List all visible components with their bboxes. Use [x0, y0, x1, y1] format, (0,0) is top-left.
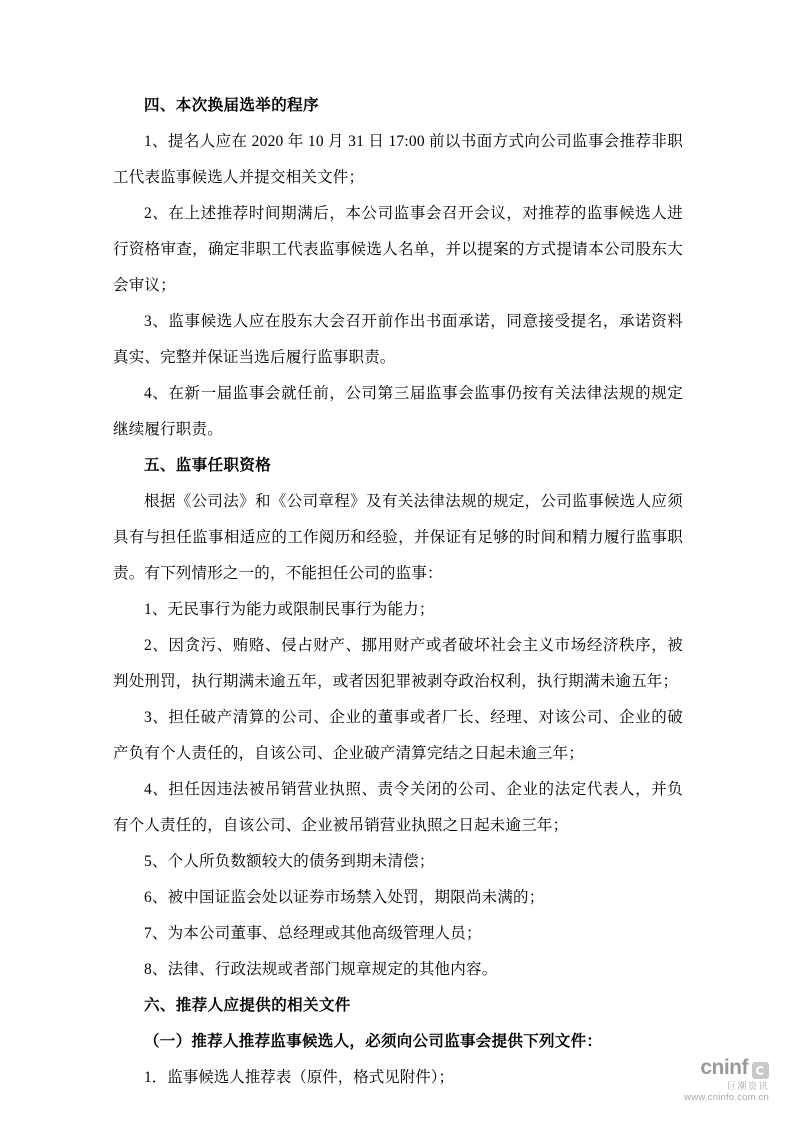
paragraph: 1、提名人应在 2020 年 10 月 31 日 17:00 前以书面方式向公司监事会推荐非职工代表监事候选人并提交相关文件；	[113, 133, 683, 186]
footer-brand	[684, 1057, 769, 1079]
footer-brand-cn: 巨潮资讯	[726, 1081, 769, 1091]
paragraph: 3、担任破产清算的公司、企业的董事或者厂长、经理、对该公司、企业的破产负有个人责任的，自该公司、企业破产清算完结之日起未逾三年；	[113, 709, 683, 762]
paragraph: 6、被中国证监会处以证券市场禁入处罚，期限尚未满的；	[144, 889, 545, 906]
footer-url: www.cninfo.com.cn	[684, 1092, 769, 1103]
paragraph: 3、监事候选人应在股东大会召开前作出书面承诺，同意接受提名，承诺资料真实、完整并保证当选后履行监事职责。	[113, 313, 683, 366]
cninfo-logo-icon	[752, 1062, 769, 1079]
sub-heading: （一）推荐人推荐监事候选人，必须向公司监事会提供下列文件：	[144, 1033, 603, 1050]
paragraph: 2、因贪污、贿赂、侵占财产、挪用财产或者破坏社会主义市场经济秩序，被判处刑罚，执行期满未逾五年，或者因犯罪被剥夺政治权利，执行期满未逾五年；	[113, 637, 683, 690]
paragraph: 4、担任因违法被吊销营业执照、责令关闭的公司、企业的法定代表人，并负有个人责任的，自该公司、企业被吊销营业执照之日起未逾三年；	[113, 781, 683, 834]
paragraph: 4、在新一届监事会就任前，公司第三届监事会监事仍按有关法律法规的规定继续履行职责。	[113, 385, 683, 438]
section-heading: 六、推荐人应提供的相关文件	[144, 997, 351, 1014]
footer-watermark	[684, 1057, 769, 1104]
paragraph: 8、法律、行政法规或者部门规章规定的其他内容。	[144, 961, 498, 978]
paragraph: 1、无民事行为能力或限制民事行为能力；	[144, 601, 435, 618]
paragraph: 2、在上述推荐时间期满后，本公司监事会召开会议，对推荐的监事候选人进行资格审查，确定非职工代表监事候选人名单，并以提案的方式提请本公司股东大会审议；	[113, 205, 683, 294]
paragraph: 5、个人所负数额较大的债务到期未清偿；	[144, 853, 435, 870]
document-body	[113, 88, 683, 1096]
paragraph: 7、为本公司董事、总经理或其他高级管理人员；	[144, 925, 482, 942]
footer-brand-name: cninf	[700, 1056, 748, 1079]
section-heading: 四、本次换届选举的程序	[144, 97, 319, 114]
section-heading: 五、监事任职资格	[144, 457, 272, 474]
paragraph: 根据《公司法》和《公司章程》及有关法律法规的规定，公司监事候选人应须具有与担任监事相适应的工作阅历和经验，并保证有足够的时间和精力履行监事职责。有下列情形之一的，不能担任公司的监事：	[113, 493, 683, 582]
paragraph: 1．监事候选人推荐表（原件，格式见附件）；	[144, 1069, 455, 1086]
